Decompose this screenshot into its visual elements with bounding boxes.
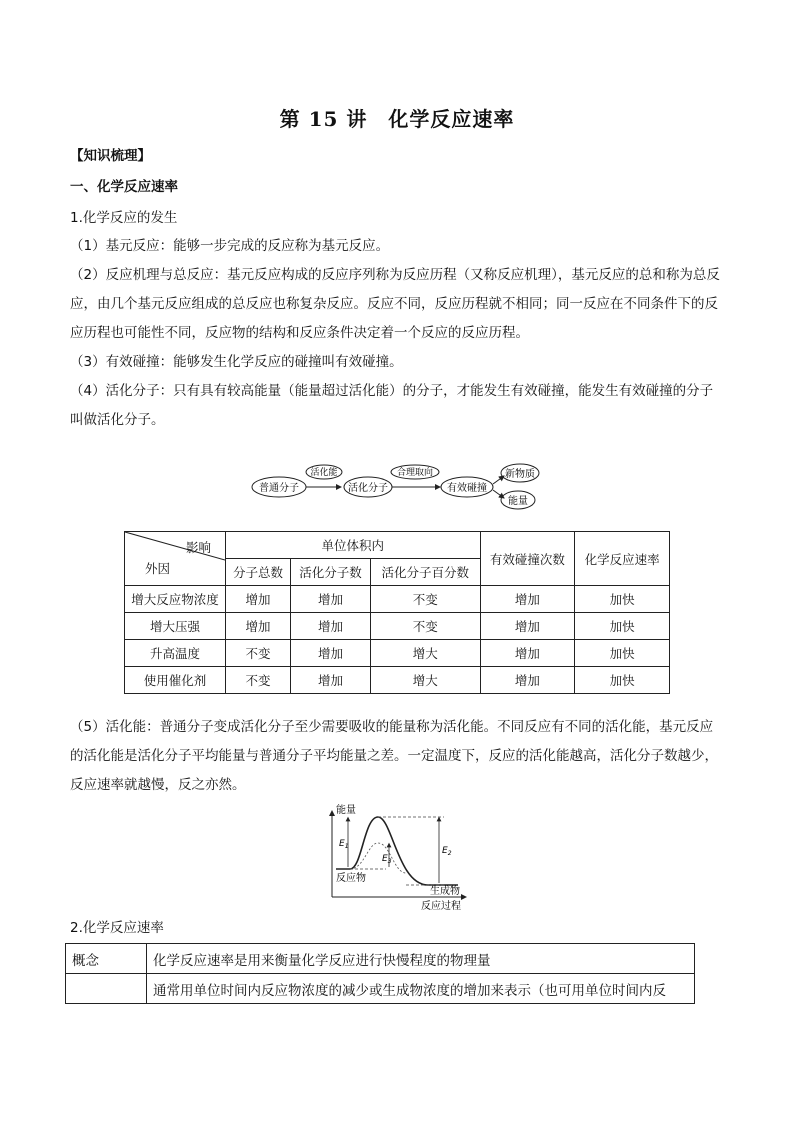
- table-cell: 不变: [226, 640, 291, 667]
- subheading-1: 1.化学反应的发生: [70, 210, 178, 226]
- paragraph-block-2: [70, 713, 726, 800]
- x-axis-label: 反应过程: [421, 901, 461, 912]
- reactant-label: 反应物: [336, 873, 366, 884]
- table-cell: 增加: [480, 640, 575, 667]
- paragraph-1: （1）基元反应：能够一步完成的反应称为基元反应。: [70, 238, 390, 254]
- table-cell: 加快: [575, 586, 670, 613]
- table-cell: 增加: [480, 667, 575, 694]
- table-cell: 增加: [480, 586, 575, 613]
- table-cell: 增加: [226, 586, 291, 613]
- flow-output-2-label: 能量: [508, 496, 528, 507]
- table-cell: 不变: [226, 667, 291, 694]
- diagonal-header-cell: [125, 532, 226, 586]
- subheader-cell: 活化分子百分数: [371, 559, 481, 586]
- table-row: [66, 974, 695, 1004]
- flow-arrow-2-label: 合理取向: [396, 468, 434, 478]
- subheader-cell: 活化分子数: [291, 559, 371, 586]
- flow-arrow-3: [493, 476, 504, 484]
- diag-top-label: 影响: [185, 540, 211, 555]
- table-value-cell: 通常用单位时间内反应物浓度的减少或生成物浓度的增加来表示（也可用单位时间内反: [147, 974, 695, 1004]
- table-row: [125, 613, 670, 640]
- table-cell: 加快: [575, 640, 670, 667]
- table-cell: 增大压强: [125, 613, 226, 640]
- table-cell: 增加: [226, 613, 291, 640]
- e3-label: $E_3$: [382, 854, 392, 865]
- collision-flow-diagram: [0, 462, 794, 512]
- table-cell: 增大: [371, 640, 481, 667]
- e2-label: $E_2$: [442, 846, 452, 857]
- activation-energy-diagram: [326, 803, 476, 913]
- flow-node-1-label: 普通分子: [259, 483, 299, 494]
- rate-definition-table: [65, 943, 695, 1004]
- table-cell: 增大反应物浓度: [125, 586, 226, 613]
- flow-output-1-label: 新物质: [505, 469, 535, 480]
- page-title: 第 15 讲 化学反应速率: [279, 107, 515, 131]
- reaction-rate-header: 化学反应速率: [575, 532, 670, 586]
- table-cell: 增加: [291, 640, 371, 667]
- paragraph-2: （2）反应机理与总反应：基元反应构成的反应序列称为反应历程（又称反应机理），基元反应的总和称为总反应，由几个基元反应组成的总反应也称复杂反应。反应不同，反应历程就不相同；同一反应在不同条件下的反应历程也可能性不同，反应物的结构和反应条件决定着一个反应的反应历程。: [70, 267, 720, 341]
- section-tag: 【知识梳理】: [70, 148, 151, 164]
- table-row: [66, 944, 695, 974]
- table-cell: 升高温度: [125, 640, 226, 667]
- paragraph-3: （3）有效碰撞：能够发生化学反应的碰撞叫有效碰撞。: [70, 354, 403, 370]
- subheader-cell: 分子总数: [226, 559, 291, 586]
- table-row: [125, 586, 670, 613]
- e1-label: $E_1$: [339, 839, 349, 850]
- table-cell: 加快: [575, 667, 670, 694]
- table-key-cell: [66, 974, 147, 1004]
- table-cell: 加快: [575, 613, 670, 640]
- table-row: [125, 667, 670, 694]
- paragraph-block-1: [70, 232, 726, 435]
- y-axis-label: 能量: [336, 805, 356, 816]
- table-cell: 增加: [291, 586, 371, 613]
- table-header-row: [125, 532, 670, 559]
- table-cell: 增加: [480, 613, 575, 640]
- subheading-2: 2.化学反应速率: [70, 920, 164, 936]
- table-value-cell: 化学反应速率是用来衡量化学反应进行快慢程度的物理量: [147, 944, 695, 974]
- table-cell: 不变: [371, 613, 481, 640]
- factor-table: [124, 531, 670, 694]
- paragraph-4: （4）活化分子：只有具有较高能量（能量超过活化能）的分子，才能发生有效碰撞，能发生有效碰撞的分子叫做活化分子。: [70, 383, 714, 428]
- heading-1: 一、化学反应速率: [70, 179, 178, 195]
- flow-node-2-label: 活化分子: [348, 483, 388, 494]
- table-cell: 增大: [371, 667, 481, 694]
- paragraph-5: （5）活化能：普通分子变成活化分子至少需要吸收的能量称为活化能。不同反应有不同的活化能，基元反应的活化能是活化分子平均能量与普通分子平均能量之差。一定温度下，反应的活化能越高，活化分子数越少，反应速率就越慢，反之亦然。: [70, 719, 718, 793]
- table-cell: 增加: [291, 667, 371, 694]
- flow-node-3-label: 有效碰撞: [447, 483, 487, 494]
- flow-arrow-1-label: 活化能: [310, 468, 338, 478]
- effective-collision-header: 有效碰撞次数: [480, 532, 575, 586]
- table-row: [125, 640, 670, 667]
- table-cell: 增加: [291, 613, 371, 640]
- group-header-cell: 单位体积内: [226, 532, 481, 559]
- diag-bottom-label: 外因: [145, 561, 171, 576]
- table-cell: 不变: [371, 586, 481, 613]
- table-key-cell: 概念: [66, 944, 147, 974]
- table-cell: 使用催化剂: [125, 667, 226, 694]
- product-label: 生成物: [430, 886, 460, 897]
